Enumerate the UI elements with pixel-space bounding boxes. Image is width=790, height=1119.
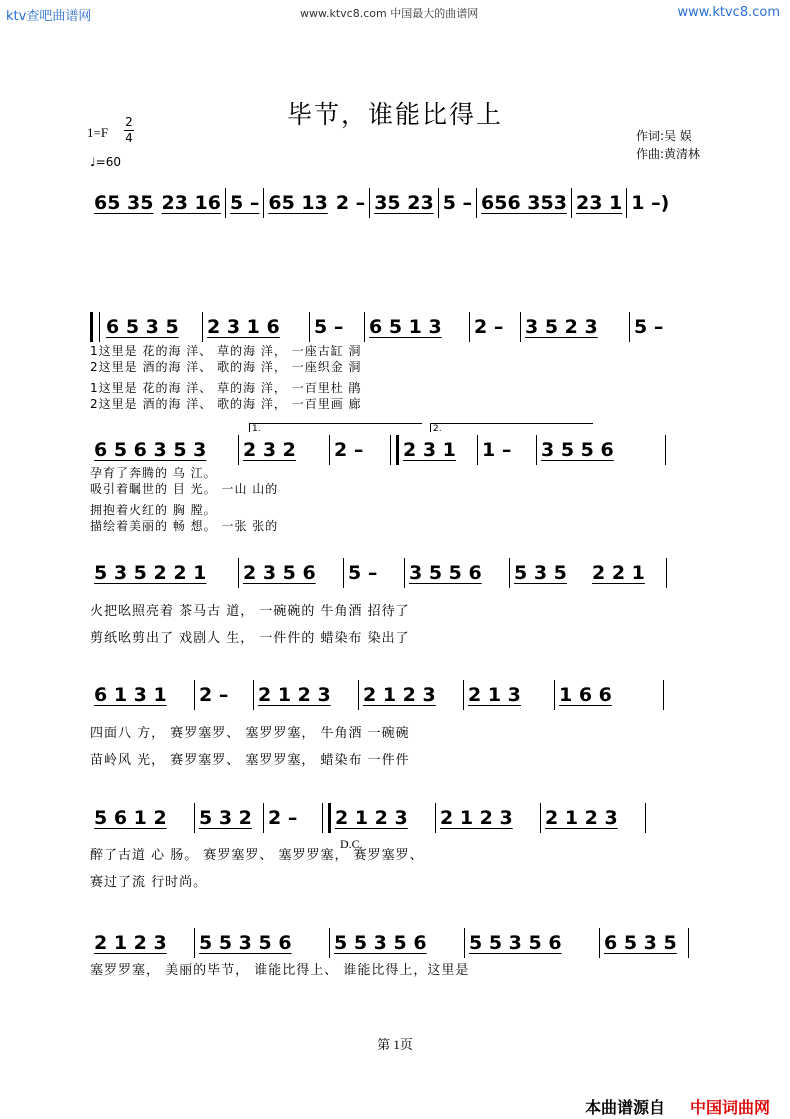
measure: 3 5 2 3 (525, 316, 598, 338)
lyrics-row-3 (90, 598, 740, 652)
lyric-line: 赛过了流 行时尚。 (90, 875, 208, 890)
measure: 1 – (482, 439, 512, 461)
score-row-5 (90, 803, 740, 833)
measure: 656 353 (481, 192, 567, 214)
measure: 2 1 2 3 (258, 684, 331, 706)
measure: 5 – (442, 192, 473, 214)
volta-1: 1. (249, 423, 422, 432)
lyric-line: 描绘着美丽的 畅 想。 一张 张的 (90, 518, 279, 533)
time-top: 2 (125, 115, 133, 129)
score-row-2 (90, 435, 740, 465)
measure: 2 – (474, 316, 504, 338)
measure: 5 3 2 (199, 807, 252, 829)
lyrics-row-1 (90, 344, 740, 412)
measure: 5 6 1 2 (94, 807, 167, 829)
lyrics-row-5 (90, 842, 740, 896)
lyrics-row-4 (90, 720, 740, 774)
measure: 65 35 (94, 192, 154, 214)
measure: 5 5 3 5 6 (469, 932, 562, 954)
measure: 1 6 6 (559, 684, 612, 706)
lyric-line: 2这里是 酒的海 洋、 歌的海 洋， 一座织金 洞 (90, 359, 362, 374)
score-row-4 (90, 680, 740, 710)
measure: 2 – (334, 439, 364, 461)
score-row-6 (90, 928, 740, 958)
measure: 35 23 (374, 192, 434, 214)
measure: 2 3 1 6 (207, 316, 280, 338)
measure: 5 – (230, 192, 260, 214)
measure: 5 – (314, 316, 344, 338)
tempo-marking: ♩=60 (90, 155, 121, 169)
measure: 2 1 2 3 (335, 807, 408, 829)
measure: 2 1 2 3 (94, 932, 167, 954)
score-row-1 (90, 312, 740, 342)
da-capo-marking: D.C. (340, 837, 363, 851)
measure: 2 1 2 3 (440, 807, 513, 829)
intro-row (90, 188, 740, 218)
measure: 2 – (335, 192, 366, 214)
measure: 5 – (348, 562, 378, 584)
measure: 6 5 1 3 (369, 316, 442, 338)
lyrics-row-6 (90, 957, 740, 984)
measure: 6 5 3 5 (604, 932, 677, 954)
lyric-line: 火把吆照亮着 茶马古 道， 一碗碗的 牛角酒 招待了 (90, 604, 410, 619)
measure: 5 5 3 5 6 (199, 932, 292, 954)
measure: 2 3 5 6 (243, 562, 316, 584)
lyric-line: 苗岭风 光， 赛罗塞罗、 塞罗罗塞， 蜡染布 一件件 (90, 753, 410, 768)
lyric-line: 醉了古道 心 肠。 赛罗塞罗、 塞罗罗塞， 赛罗塞罗、 (90, 848, 424, 863)
measure: 2 3 2 (243, 439, 296, 461)
lyricist-credit: 作词:吴 娱 (636, 129, 692, 143)
measure: 6 5 6 3 5 3 (94, 439, 207, 461)
source-site-link[interactable]: 中国词曲网 (690, 1098, 771, 1117)
site-logo-left[interactable]: ktv查吧曲谱网 (6, 9, 92, 24)
lyric-line: 塞罗罗塞， 美丽的毕节， 谁能比得上、 谁能比得上，这里是 (90, 963, 470, 978)
measure: 2 2 1 (592, 562, 645, 584)
measure: 5 – (634, 316, 664, 338)
measure: 2 1 2 3 (545, 807, 618, 829)
site-header-center: www.ktvc8.com 中国最大的曲谱网 (300, 7, 479, 20)
measure: 3 5 5 6 (541, 439, 614, 461)
measure: 2 – (268, 807, 298, 829)
measure: 2 3 1 (403, 439, 456, 461)
volta-2: 2. (430, 423, 593, 432)
lyric-line: 吸引着瞩世的 目 光。 一山 山的 (90, 481, 279, 496)
measure: 2 1 3 (468, 684, 521, 706)
measure: 6 1 3 1 (94, 684, 167, 706)
source-label: 本曲谱源自 (585, 1098, 666, 1117)
lyric-line: 1这里是 花的海 洋、 草的海 洋， 一百里杜 鹃 (90, 381, 362, 395)
measure: 23 1 (575, 192, 623, 214)
lyric-line: 四面八 方， 赛罗塞罗、 塞罗罗塞， 牛角酒 一碗碗 (90, 726, 410, 741)
time-bottom: 4 (125, 131, 133, 145)
site-logo-right[interactable]: www.ktvc8.com (677, 5, 780, 20)
repeat-start (90, 312, 100, 342)
song-title: 毕节，谁能比得上 (286, 100, 503, 129)
measure: 3 5 5 6 (409, 562, 482, 584)
composer-credit: 作曲:黄清林 (636, 147, 701, 161)
measure: 2 – (199, 684, 229, 706)
key-signature: 1=F (87, 125, 109, 140)
lyrics-row-2 (90, 466, 740, 534)
measure: 65 13 (268, 192, 328, 214)
page-number: 第 1页 (377, 1037, 413, 1052)
lyric-line: 拥抱着火红的 胸 膛。 (90, 503, 217, 517)
measure: 23 16 (161, 192, 221, 214)
measure: 6 5 3 5 (106, 316, 179, 338)
lyric-line: 2这里是 酒的海 洋、 歌的海 洋， 一百里画 廊 (90, 396, 362, 411)
measure: 5 5 3 5 6 (334, 932, 427, 954)
measure: 5 3 5 (514, 562, 567, 584)
score-row-3 (90, 558, 740, 588)
measure: 1 –) (631, 192, 670, 214)
lyric-line: 剪纸吆剪出了 戏剧人 生， 一件件的 蜡染布 染出了 (90, 631, 410, 646)
time-signature (124, 116, 134, 145)
measure: 5 3 5 2 2 1 (94, 562, 207, 584)
lyric-line: 孕育了奔腾的 乌 江。 (90, 466, 217, 480)
measure: 2 1 2 3 (363, 684, 436, 706)
lyric-line: 1这里是 花的海 洋、 草的海 洋， 一座古缸 洞 (90, 344, 362, 358)
